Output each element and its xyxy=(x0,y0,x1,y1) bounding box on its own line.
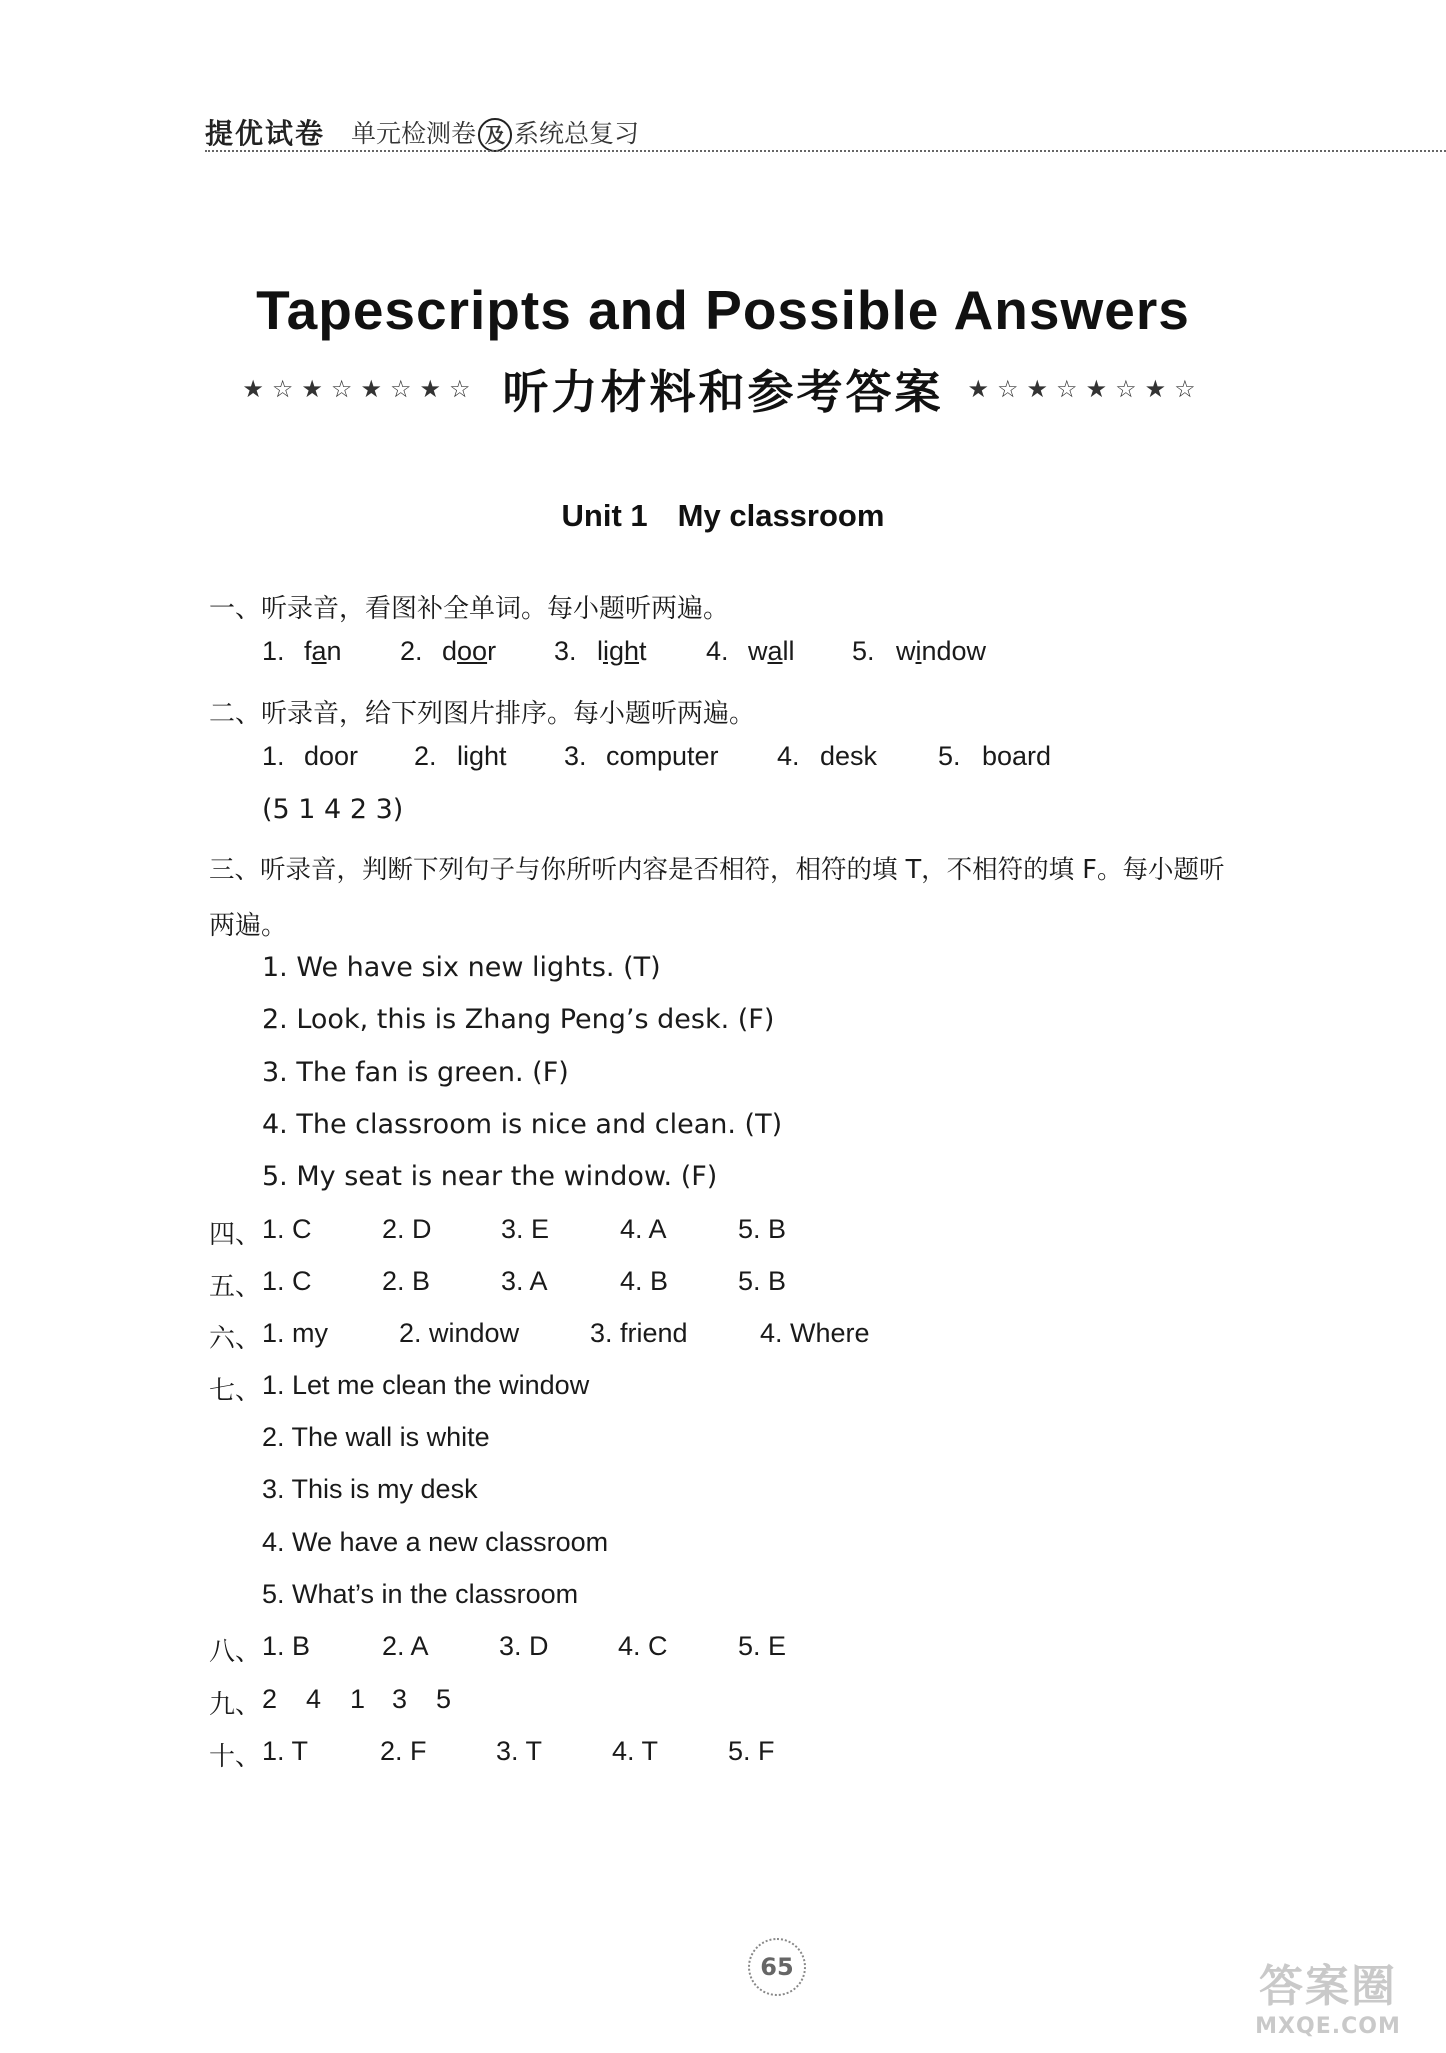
s3-sentence: 5. My seat is near the window. (F) xyxy=(262,1161,718,1192)
series-pre: 单元检测卷 xyxy=(351,119,477,148)
s4-answer: 1. C xyxy=(262,1214,312,1244)
s4-answer: 4. A xyxy=(620,1214,667,1244)
section-8-label: 八、 xyxy=(209,1637,262,1667)
s7-answer: 2. The wall is white xyxy=(262,1422,490,1452)
s2-item-number: 2. xyxy=(414,741,437,771)
s9-answer: 2 xyxy=(262,1684,278,1714)
series-post: 系统总复习 xyxy=(514,119,640,148)
s7-answer: 3. This is my desk xyxy=(262,1474,478,1504)
section-3-heading: 三、听录音，判断下列句子与你所听内容是否相符，相符的填 T，不相符的填 F。每小题听 xyxy=(209,855,1225,885)
s3-sentence: 4. The classroom is nice and clean. (T) xyxy=(262,1109,783,1140)
s8-answer: 3. D xyxy=(499,1631,549,1661)
book-series xyxy=(351,114,639,152)
s2-word: door xyxy=(304,741,359,771)
s2-word: light xyxy=(457,741,507,771)
s2-item-number: 5. xyxy=(938,741,961,771)
s10-answer: 4. T xyxy=(612,1736,659,1766)
section-9-label: 九、 xyxy=(209,1690,262,1720)
star-decoration-right: ★☆★☆★☆★☆ xyxy=(967,375,1204,403)
unit-name: My classroom xyxy=(677,498,885,533)
unit-heading xyxy=(0,498,1446,534)
s1-item-number: 2. xyxy=(400,636,423,666)
watermark-logo: 答案圈 xyxy=(1259,1961,1397,2012)
s10-answer: 3. T xyxy=(496,1736,543,1766)
s1-item-number: 1. xyxy=(262,636,285,666)
watermark-url: MXQE.COM xyxy=(1255,2014,1401,2039)
s6-answer: 2. window xyxy=(399,1318,520,1348)
s8-answer: 2. A xyxy=(382,1631,429,1661)
s4-answer: 3. E xyxy=(501,1214,550,1244)
s2-item-number: 1. xyxy=(262,741,285,771)
section-4-label: 四、 xyxy=(209,1220,262,1250)
section-2-heading: 二、听录音，给下列图片排序。每小题听两遍。 xyxy=(209,699,756,729)
section-1-heading: 一、听录音，看图补全单词。每小题听两遍。 xyxy=(209,594,730,624)
s2-order-answer: (5 1 4 2 3) xyxy=(262,794,404,825)
star-decoration-left: ★☆★☆★☆★☆ xyxy=(242,375,479,403)
s1-item-number: 5. xyxy=(852,636,875,666)
section-10-label: 十、 xyxy=(209,1742,262,1772)
s2-word: computer xyxy=(606,741,719,771)
s10-answer: 1. T xyxy=(262,1736,309,1766)
page-number: 65 xyxy=(748,1938,806,1996)
s3-sentence: 3. The fan is green. (F) xyxy=(262,1057,569,1088)
s6-answer: 3. friend xyxy=(590,1318,688,1348)
s7-answer: 5. What’s in the classroom xyxy=(262,1579,579,1609)
section-7-label: 七、 xyxy=(209,1376,262,1406)
s1-answer-fan: fan xyxy=(304,636,342,666)
section-5-label: 五、 xyxy=(209,1272,262,1302)
header-divider xyxy=(205,150,1446,152)
s7-answer: 4. We have a new classroom xyxy=(262,1527,609,1557)
s1-item-number: 4. xyxy=(706,636,729,666)
s1-item-number: 3. xyxy=(554,636,577,666)
s9-answer: 5 xyxy=(436,1684,452,1714)
s6-answer: 4. Where xyxy=(760,1318,870,1348)
s4-answer: 2. D xyxy=(382,1214,432,1244)
s7-answer: 1. Let me clean the window xyxy=(262,1370,590,1400)
s3-sentence: 2. Look, this is Zhang Peng’s desk. (F) xyxy=(262,1004,775,1035)
section-6-label: 六、 xyxy=(209,1324,262,1354)
s2-item-number: 4. xyxy=(777,741,800,771)
page-title: Tapescripts and Possible Answers xyxy=(256,279,1190,341)
s9-answer: 3 xyxy=(392,1684,408,1714)
s5-answer: 5. B xyxy=(738,1266,787,1296)
book-brand: 提优试卷 xyxy=(205,117,326,150)
s2-item-number: 3. xyxy=(564,741,587,771)
s1-answer-wall: wall xyxy=(748,636,795,666)
s5-answer: 3. A xyxy=(501,1266,548,1296)
s1-answer-door: door xyxy=(442,636,497,666)
s5-answer: 4. B xyxy=(620,1266,669,1296)
subtitle-row xyxy=(0,356,1446,422)
s5-answer: 2. B xyxy=(382,1266,431,1296)
unit-number: Unit 1 xyxy=(561,498,648,533)
s4-answer: 5. B xyxy=(738,1214,787,1244)
s8-answer: 1. B xyxy=(262,1631,311,1661)
s1-answer-window: window xyxy=(896,636,987,666)
s9-answer: 4 xyxy=(306,1684,322,1714)
series-ji-badge: 及 xyxy=(478,118,512,152)
s6-answer: 1. my xyxy=(262,1318,329,1348)
s8-answer: 5. E xyxy=(738,1631,787,1661)
watermark xyxy=(1228,1950,1428,2039)
running-header xyxy=(205,108,639,152)
s1-answer-light: light xyxy=(597,636,647,666)
s3-sentence: 1. We have six new lights. (T) xyxy=(262,952,661,983)
s2-word: desk xyxy=(820,741,878,771)
s10-answer: 2. F xyxy=(380,1736,427,1766)
s9-answer: 1 xyxy=(350,1684,366,1714)
s5-answer: 1. C xyxy=(262,1266,312,1296)
page-subtitle: 听力材料和参考答案 xyxy=(502,365,944,419)
s8-answer: 4. C xyxy=(618,1631,668,1661)
section-3-heading-cont: 两遍。 xyxy=(209,911,288,941)
s10-answer: 5. F xyxy=(728,1736,775,1766)
s2-word: board xyxy=(982,741,1052,771)
